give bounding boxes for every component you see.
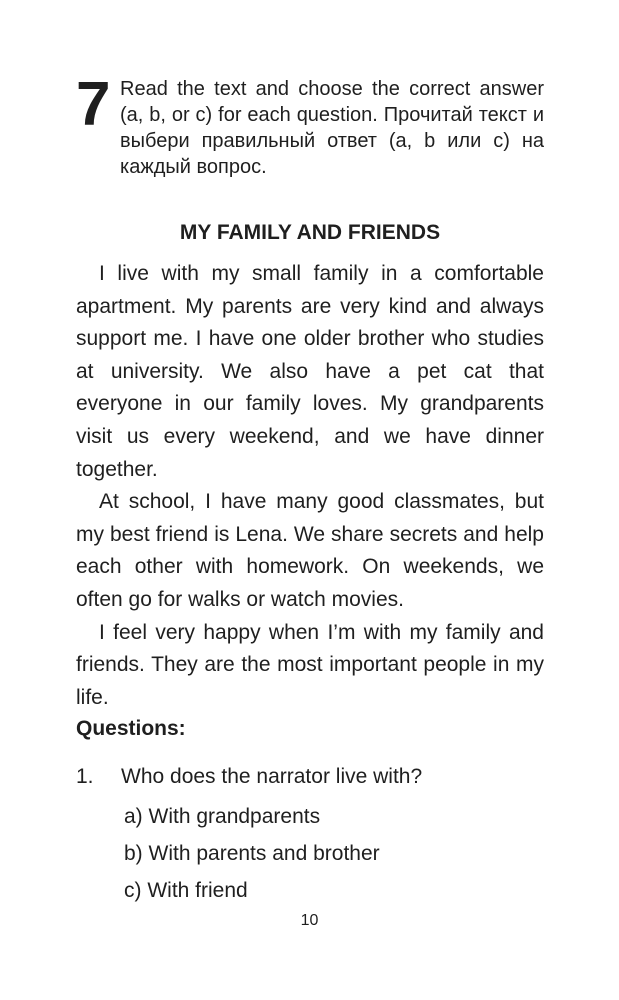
answer-option-b: b) With parents and brother	[124, 842, 380, 865]
questions-heading: Questions:	[76, 717, 186, 740]
question-number: 1.	[76, 765, 94, 788]
task-number: 7	[76, 70, 110, 139]
task-instruction: Read the text and choose the correct answer (a, b, or c) for each question. Прочитай текст и выбери правильный ответ (a, b или c) на каждый вопрос.	[120, 78, 544, 178]
story-paragraph: I live with my small family in a comfortable apartment. My parents are very kind and always support me. I have one older brother who studies at university. We also have a pet cat that everyone in our family loves. My grandparents visit us every weekend, and we have dinner together.	[76, 262, 544, 481]
question-item	[76, 762, 544, 902]
answer-option-c: c) With friend	[124, 879, 248, 902]
question-text: Who does the narrator live with?	[121, 765, 423, 788]
story-paragraph: I feel very happy when I’m with my family and friends. They are the most important people in my life.	[76, 620, 544, 709]
page-number: 10	[300, 912, 319, 929]
answer-options	[124, 798, 380, 909]
story-title: MY FAMILY AND FRIENDS	[179, 221, 441, 244]
answer-option-a: a) With grandparents	[124, 805, 321, 828]
task-block	[76, 70, 546, 194]
story-body	[76, 258, 544, 714]
story-paragraph: At school, I have many good classmates, but my best friend is Lena. We share secrets and help each other with homework. On weekends, we often go for walks or watch movies.	[76, 490, 544, 611]
question-line	[76, 762, 544, 792]
